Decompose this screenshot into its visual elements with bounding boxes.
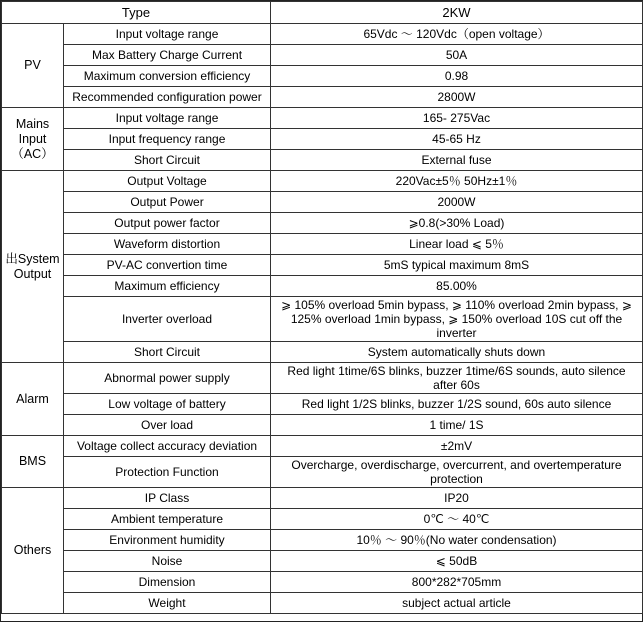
value-cell: 85.00% (271, 276, 643, 297)
value-cell: ±2mV (271, 436, 643, 457)
value-cell: 5mS typical maximum 8mS (271, 255, 643, 276)
param-cell: Dimension (64, 572, 271, 593)
table-row (2, 171, 643, 192)
value-cell: 220Vac±5％ 50Hz±1％ (271, 171, 643, 192)
param-cell: Input voltage range (64, 108, 271, 129)
table-row (2, 415, 643, 436)
value-cell: System automatically shuts down (271, 342, 643, 363)
value-cell: 50A (271, 45, 643, 66)
value-cell: 800*282*705mm (271, 572, 643, 593)
table-row (2, 213, 643, 234)
table-row (2, 530, 643, 551)
param-cell: Environment humidity (64, 530, 271, 551)
table-row (2, 108, 643, 129)
param-cell: Output Voltage (64, 171, 271, 192)
param-cell: Input frequency range (64, 129, 271, 150)
value-cell: 2000W (271, 192, 643, 213)
param-cell: Maximum conversion efficiency (64, 66, 271, 87)
param-cell: IP Class (64, 488, 271, 509)
param-cell: Recommended configuration power (64, 87, 271, 108)
param-cell: Ambient temperature (64, 509, 271, 530)
table-row (2, 276, 643, 297)
value-cell: 45-65 Hz (271, 129, 643, 150)
param-cell: Short Circuit (64, 342, 271, 363)
table-row (2, 509, 643, 530)
spec-table-body (2, 2, 643, 614)
value-cell: 2800W (271, 87, 643, 108)
value-cell: 1 time/ 1S (271, 415, 643, 436)
table-row (2, 192, 643, 213)
value-cell: 0.98 (271, 66, 643, 87)
value-cell: 10％ ～ 90％(No water condensation) (271, 530, 643, 551)
value-cell: Red light 1time/6S blinks, buzzer 1time/6S sounds, auto silence after 60s (271, 363, 643, 394)
param-cell: Short Circuit (64, 150, 271, 171)
header-row (2, 2, 643, 24)
table-row (2, 488, 643, 509)
table-row (2, 394, 643, 415)
section-label-alarm: Alarm (2, 363, 64, 436)
param-cell: Output power factor (64, 213, 271, 234)
table-row (2, 436, 643, 457)
param-cell: Output Power (64, 192, 271, 213)
section-label-others: Others (2, 488, 64, 614)
table-row (2, 255, 643, 276)
table-row (2, 234, 643, 255)
table-row (2, 150, 643, 171)
value-cell: ⩾0.8(>30% Load) (271, 213, 643, 234)
table-row (2, 66, 643, 87)
value-cell: External fuse (271, 150, 643, 171)
value-cell: Overcharge, overdischarge, overcurrent, and overtemperature protection (271, 457, 643, 488)
value-cell: 0℃ ～ 40℃ (271, 509, 643, 530)
value-cell: ⩽ 50dB (271, 551, 643, 572)
model-header-cell: 2KW (271, 2, 643, 24)
table-row (2, 129, 643, 150)
param-cell: Over load (64, 415, 271, 436)
section-label-mains-input-ac: Mains Input （AC） (2, 108, 64, 171)
value-cell: subject actual article (271, 593, 643, 614)
param-cell: Inverter overload (64, 297, 271, 342)
param-cell: Max Battery Charge Current (64, 45, 271, 66)
param-cell: Input voltage range (64, 24, 271, 45)
section-label-bms: BMS (2, 436, 64, 488)
value-cell: Linear load ⩽ 5％ (271, 234, 643, 255)
value-cell: IP20 (271, 488, 643, 509)
value-cell: ⩾ 105% overload 5min bypass, ⩾ 110% overload 2min bypass, ⩾ 125% overload 1min bypass, ⩾ 150% overload 10S cut off the inverter (271, 297, 643, 342)
param-cell: Noise (64, 551, 271, 572)
param-cell: Protection Function (64, 457, 271, 488)
table-row (2, 297, 643, 342)
table-row (2, 572, 643, 593)
param-cell: Weight (64, 593, 271, 614)
value-cell: Red light 1/2S blinks, buzzer 1/2S sound, 60s auto silence (271, 394, 643, 415)
table-row (2, 551, 643, 572)
table-row (2, 593, 643, 614)
type-header-cell: Type (2, 2, 271, 24)
table-row (2, 87, 643, 108)
table-row (2, 45, 643, 66)
param-cell: Waveform distortion (64, 234, 271, 255)
section-label-pv: PV (2, 24, 64, 108)
table-row (2, 24, 643, 45)
table-row (2, 457, 643, 488)
param-cell: Maximum efficiency (64, 276, 271, 297)
value-cell: 165- 275Vac (271, 108, 643, 129)
param-cell: Abnormal power supply (64, 363, 271, 394)
section-label-system-output: 出System Output (2, 171, 64, 363)
table-row (2, 342, 643, 363)
param-cell: Low voltage of battery (64, 394, 271, 415)
value-cell: 65Vdc ～ 120Vdc（open voltage） (271, 24, 643, 45)
table-row (2, 363, 643, 394)
param-cell: PV-AC convertion time (64, 255, 271, 276)
spec-table (1, 1, 643, 614)
param-cell: Voltage collect accuracy deviation (64, 436, 271, 457)
